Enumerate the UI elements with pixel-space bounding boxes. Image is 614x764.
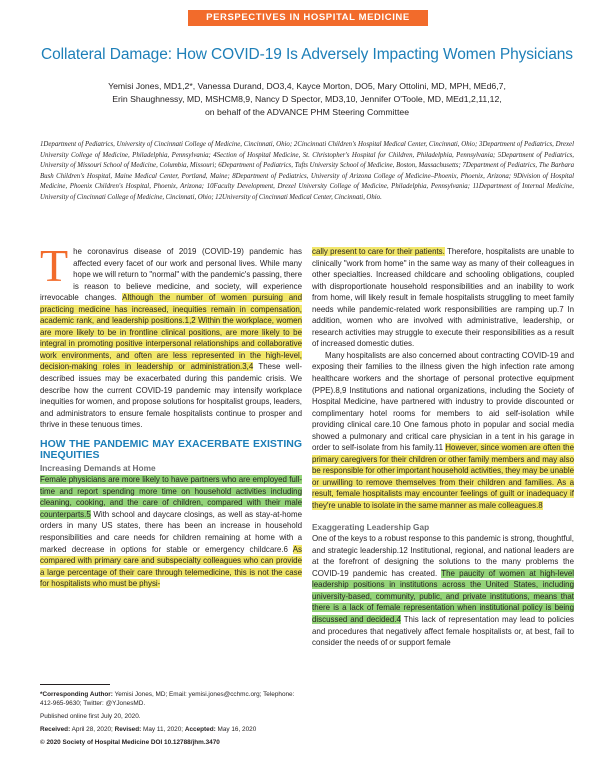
highlight-green: The paucity of women at high-level leadership positions in institutions across the United States, including university-based, community, public, and private institutions, means that there is a lack of female representation when institutional policy is being discussed and decided.4	[312, 568, 575, 624]
subheading-leadership-gap: Exaggerating Leadership Gap	[312, 521, 430, 532]
footnote-rule	[40, 684, 110, 685]
accepted-date: May 16, 2020	[215, 726, 257, 734]
contagion-text: Many hospitalists are also concerned about contracting COVID-19 and exposing their families to the illness given the high infection rate among healthcare workers and the shortage of personal protective equipment (PPE).8,9 Institutions and national organizations, including the Society of Hospital Medicine, have partnered with industry to provide discounted or complimentary hotel rooms for members to aid self-isolation while providing clinical care.10 One famous photo in popular and social media showed a pulmonary and critical care physician in a tent in his garage in order to self-isolate from his family.11	[312, 350, 574, 453]
corresponding-author	[40, 690, 302, 708]
intro-text: he coronavirus disease of 2019 (COVID-19) pandemic has affected every facet of our work and personal lives. While many hope we will return to "normal" with the pandemic's passing, there is reason to believe medicine, and society, will experience irrevocable changes.	[40, 247, 302, 303]
continued-paragraph	[312, 246, 574, 350]
published-date: Published online first July 20, 2020.	[40, 713, 141, 721]
section-banner: PERSPECTIVES IN HOSPITAL MEDICINE	[188, 10, 428, 26]
leadership-text-tail: This lack of representation may lead to policies and procedures that negatively affect female hospitalists or, at best, fail to consider the needs of or support female	[312, 614, 574, 648]
footnote	[40, 690, 302, 747]
demands-text: With school and daycare closings, as well as stay-at-home orders in many US states, there has been an increase in household responsibilities and care needs for children remaining at home with a marked decrease in options for stable or emergency childcare.6	[40, 509, 302, 554]
revised-date: May 11, 2020;	[141, 726, 185, 734]
article-title: Collateral Damage: How COVID-19 Is Adversely Impacting Women Physicians	[41, 46, 573, 63]
subheading-demands-home: Increasing Demands at Home	[40, 462, 156, 473]
history-dates	[40, 725, 302, 734]
highlight-yellow: As compared with primary care and subspecialty colleagues who can provide a large percentage of their care through telemedicine, this is not the case for hospitalists who must be physi-	[40, 544, 302, 589]
leadership-text: One of the keys to a robust response to this pandemic is strong, thoughtful, and strategic leadership.12 Institutional, regional, and national leaders are at the forefront of designing the solutions to the many problems the COVID-19 pandemic has created.	[312, 534, 574, 578]
demands-paragraph	[40, 474, 302, 589]
author-list	[40, 80, 574, 119]
author-line-3: on behalf of the ADVANCE PHM Steering Committee	[204, 107, 410, 117]
section-heading: HOW THE PANDEMIC MAY EXACERBATE EXISTING INEQUITIES	[40, 437, 302, 462]
highlight-yellow: Although the number of women pursuing and practicing medicine has increased, inequities remain in compensation, academic rank, and leadership positions.1,2 Within the workplace, women are more likely to be in frontline clinical positions, are more likely to be integral in promoting positive interpersonal relationships and collaborative work environments, and often are less represented in the high-level, decision-making roles in leadership or administration.3,4	[40, 293, 302, 372]
drop-cap: T	[40, 240, 69, 291]
intro-text-tail: These well-described issues may be exacerbated during this pandemic crisis. We describe how the current COVID-19 pandemic may intensify workplace inequities for women, and propose solutions for hospitalist groups, leaders, and administrators to ensure female hospitalists continue to prosper and thrive in these tenuous times.	[40, 362, 302, 430]
corresponding-details: Yemisi Jones, MD; Email: yemisi.jones@cchmc.org; Telephone: 412-965-9630; Twitter: @YJonesMD.	[40, 691, 295, 708]
right-column	[312, 246, 574, 649]
accepted-label: Accepted:	[184, 726, 216, 734]
highlight-yellow: However, since women are often the primary caregivers for their children or other family members and may also be responsible for other important household activities, they may be unable or unwilling to remove themselves from their children and families. As a result, female hospitalists may encounter feelings of guilt or inadequacy if they're unable to isolate in the same manner as male colleagues.8	[312, 443, 574, 511]
highlight-yellow: cally present to care for their patients.	[312, 247, 445, 256]
received-date: April 28, 2020;	[70, 726, 115, 734]
contagion-paragraph	[312, 350, 574, 512]
revised-label: Revised:	[114, 726, 142, 734]
affiliations: 1Department of Pediatrics, University of Cincinnati College of Medicine, Cincinnati, Ohio; 2Cincinnati Children's Hospital Medical Center, Cincinnati, Ohio; 3Department of Pediatrics, Drexel University College of Medicine, Philadelphia, Pennsylvania; 4Section of Hospital Medicine, St. Christopher's Hospital for Children, Philadelphia, Pennsylvania; 5Department of Pediatrics, University of Missouri School of Medicine, Columbia, Missouri; 6Department of Pediatrics, Tufts University School of Medicine, Boston, Massachusetts; 7Department of Pediatrics, The Barbara Bush Children's Hospital, Maine Medical Center, Portland, Maine; 8Department of Pediatrics, University of Arizona College of Medicine–Phoenix, Phoenix, Arizona; 9Division of Hospital Medicine, Phoenix Children's Hospital, Phoenix, Arizona; 10Faculty Development, Drexel University College of Medicine, Philadelphia, Pennsylvania; 11Department of Internal Medicine, University of Cincinnati College of Medicine, Cincinnati, Ohio; 12University of Cincinnati Medical Center, Cincinnati, Ohio.	[40, 141, 574, 201]
author-line-1: Yemisi Jones, MD1,2*, Vanessa Durand, DO3,4, Kayce Morton, DO5, Mary Ottolini, MD, MPH, MEd6,7,	[108, 81, 506, 91]
intro-paragraph	[40, 240, 302, 431]
highlight-green: Female physicians are more likely to have partners who are employed full-time and report spending more time on household activities including cleaning, cooking, and the care of children, compared with their male counterparts.5	[40, 475, 302, 519]
leadership-paragraph	[312, 533, 574, 648]
continued-text: Therefore, hospitalists are unable to clinically "work from home" in the same way as many of their colleagues in other specialties. Increased childcare and schooling obligations, coupled with disproportionate household responsibilities and an inability to work from home, will likely result in female hospitalists struggling to meet family needs while pandemic-related work responsibilities are ramping up.7 In addition, women who are involved with administrative, leadership, or research activities may struggle to execute their responsibilities as a result of increased domestic duties.	[312, 247, 574, 349]
copyright: © 2020 Society of Hospital Medicine DOI 10.12788/jhm.3470	[40, 739, 220, 747]
received-label: Received:	[40, 726, 71, 734]
corresponding-label: *Corresponding Author:	[40, 691, 113, 698]
author-line-2: Erin Shaughnessy, MD, MSHCM8,9, Nancy D Spector, MD3,10, Jennifer O'Toole, MD, MEd1,2,11,12,	[112, 94, 502, 104]
left-column	[40, 240, 302, 590]
